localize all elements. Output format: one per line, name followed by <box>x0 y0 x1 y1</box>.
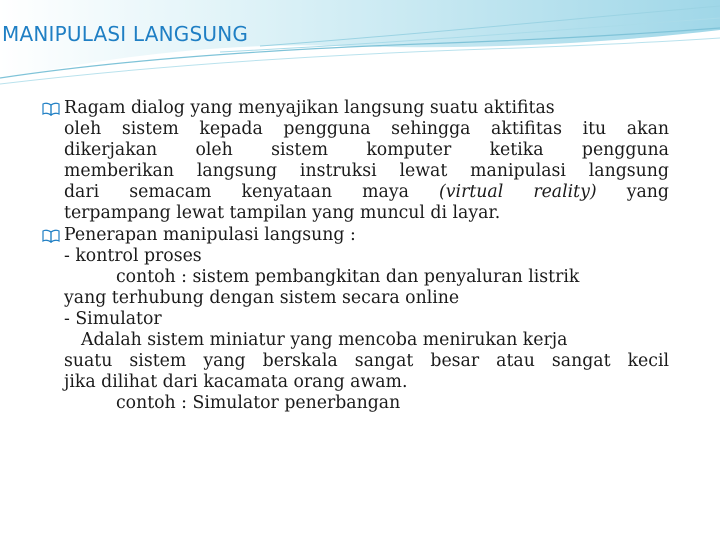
italic-term: (virtual reality) <box>439 182 597 203</box>
bullet-text-line: terpampang lewat tampilan yang muncul di layar. <box>64 203 501 224</box>
slide-title: MANIPULASI LANGSUNG <box>2 22 249 46</box>
bullet-text-line: oleh sistem kepada pengguna sehingga aktifitas itu akan <box>64 119 669 140</box>
sub-item: - kontrol proses <box>64 245 202 266</box>
text-segment: dari semacam kenyataan maya <box>64 182 409 203</box>
slide-body <box>64 98 669 414</box>
bullet-heading: Penerapan manipulasi langsung : <box>64 224 356 245</box>
bullet-text-line: dikerjakan oleh sistem komputer ketika pengguna <box>64 140 669 161</box>
bullet-text-line: memberikan langsung instruksi lewat manipulasi langsung <box>64 161 669 182</box>
open-book-icon <box>42 102 60 116</box>
sub-item: - Simulator <box>64 308 162 329</box>
definition-line: suatu sistem yang berskala sangat besar atau sangat kecil <box>64 351 669 372</box>
text-segment: yang <box>626 182 669 203</box>
bullet-item <box>64 225 669 415</box>
definition-line: jika dilihat dari kacamata orang awam. <box>64 372 408 393</box>
bullet-item <box>64 98 669 225</box>
open-book-icon <box>42 229 60 243</box>
definition-line: Adalah sistem miniatur yang mencoba menirukan kerja <box>81 330 568 351</box>
example-line: yang terhubung dengan sistem secara online <box>64 287 460 308</box>
example-line: contoh : Simulator penerbangan <box>116 393 401 414</box>
bullet-text-line: Ragam dialog yang menyajikan langsung suatu aktifitas <box>64 98 555 118</box>
example-line: contoh : sistem pembangkitan dan penyaluran listrik <box>116 266 580 287</box>
bullet-text-line-mixed <box>64 182 669 203</box>
